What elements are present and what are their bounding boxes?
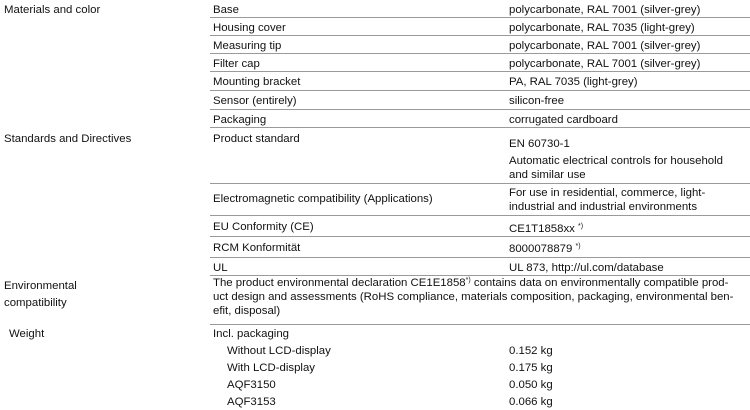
- divider: [210, 324, 750, 325]
- env-line: efit, disposal): [213, 305, 281, 317]
- table-row: [210, 72, 750, 91]
- weight-header: Incl. packaging: [213, 328, 289, 340]
- env-text-part: contains data on environmentally compatible prod-: [470, 277, 729, 289]
- row-key: RCM Konformität: [213, 242, 301, 254]
- row-key: Housing cover: [213, 22, 286, 34]
- weight-key: AQF3150: [227, 379, 276, 391]
- table-row: [210, 0, 750, 18]
- footnote-mark: *): [465, 277, 471, 284]
- weight-value: 0.066 kg: [509, 396, 553, 408]
- row-key: Product standard: [213, 133, 300, 145]
- row-key: EU Conformity (CE): [213, 221, 314, 233]
- environmental-label-line1: Environmental: [4, 280, 77, 292]
- weight-label: Weight: [9, 328, 45, 340]
- env-text-part: The product environmental declaration CE1E1858: [213, 277, 466, 289]
- row-value: silicon-free: [509, 95, 565, 107]
- row-key: UL: [213, 262, 228, 274]
- footnote-mark: *): [575, 243, 581, 250]
- row-key: Mounting bracket: [213, 76, 301, 88]
- environmental-paragraph: [213, 276, 743, 318]
- weight-value: 0.050 kg: [509, 379, 553, 391]
- env-line: [213, 276, 743, 290]
- table-row: [210, 184, 750, 216]
- row-key: Sensor (entirely): [213, 95, 297, 107]
- materials-table: [210, 0, 750, 128]
- row-value: [509, 222, 583, 236]
- row-value: Automatic electrical controls for household: [509, 155, 723, 167]
- row-value: UL 873, http://ul.com/database: [509, 262, 664, 274]
- row-value: EN 60730-1: [509, 138, 570, 150]
- row-value: For use in residential, commerce, light-: [509, 187, 706, 199]
- weight-value: 0.175 kg: [509, 362, 553, 374]
- weight-key: Without LCD-display: [227, 345, 331, 357]
- row-value: and similar use: [509, 169, 586, 181]
- row-key: Packaging: [213, 114, 267, 126]
- row-key: Measuring tip: [213, 40, 282, 52]
- table-row: [210, 110, 750, 128]
- materials-label: Materials and color: [4, 4, 101, 16]
- row-value: polycarbonate, RAL 7035 (light-grey): [509, 22, 695, 34]
- rcm-number: 8000078879: [509, 243, 573, 255]
- row-value: polycarbonate, RAL 7001 (silver-grey): [509, 58, 701, 70]
- ce-number: CE1T1858xx: [509, 223, 575, 235]
- table-row: [210, 258, 750, 276]
- footnote-mark: *): [578, 223, 584, 230]
- standards-table: [210, 128, 750, 276]
- row-value: polycarbonate, RAL 7001 (silver-grey): [509, 4, 701, 16]
- table-row: [210, 54, 750, 72]
- standards-label: Standards and Directives: [4, 133, 132, 145]
- weight-key: With LCD-display: [227, 362, 315, 374]
- weight-value: 0.152 kg: [509, 345, 553, 357]
- row-key: Filter cap: [213, 58, 260, 70]
- row-value: [509, 242, 581, 256]
- row-value: polycarbonate, RAL 7001 (silver-grey): [509, 40, 701, 52]
- row-key: Base: [213, 4, 239, 16]
- table-row: [210, 18, 750, 36]
- environmental-label-line2: compatibility: [4, 297, 67, 309]
- table-row: [210, 91, 750, 110]
- row-value: PA, RAL 7035 (light-grey): [509, 76, 638, 88]
- weight-key: AQF3153: [227, 396, 276, 408]
- row-value: corrugated cardboard: [509, 114, 618, 126]
- row-value: industrial and industrial environments: [509, 201, 698, 213]
- table-row: [210, 237, 750, 258]
- row-key: Electromagnetic compatibility (Applications): [213, 193, 433, 205]
- table-row: [210, 216, 750, 237]
- table-row: [210, 128, 750, 184]
- env-line: uct design and assessments (RoHS compliance, materials composition, packaging, environmental ben-: [213, 291, 734, 303]
- table-row: [210, 36, 750, 54]
